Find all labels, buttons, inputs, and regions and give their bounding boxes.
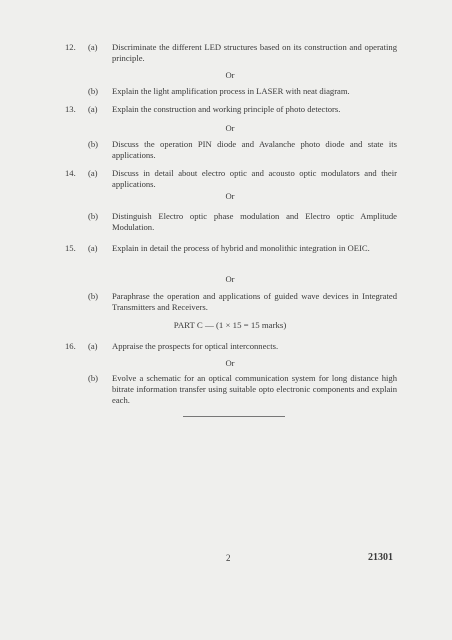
question-number: 14. [65,168,76,178]
end-rule [183,416,285,417]
question-text: Explain in detail the process of hybrid and monolithic integration in OEIC. [112,243,370,253]
part-c-heading: PART C — (1 × 15 = 15 marks) [173,320,287,330]
part-label: (a) [88,168,98,178]
part-label: (a) [88,243,98,253]
part-label: (b) [88,373,99,383]
part-label: (a) [88,104,98,114]
or-divider: Or [225,274,235,284]
or-divider: Or [225,358,235,368]
question-number: 16. [65,341,76,351]
question-text: Discriminate the different LED structures based on its construction and operating principle. [112,42,397,63]
part-label: (b) [88,139,99,149]
question-text: Explain the light amplification process in LASER with neat diagram. [112,86,350,96]
question-text: Appraise the prospects for optical interconnects. [112,341,279,351]
question-number: 12. [65,42,76,52]
paper-code: 21301 [368,552,393,563]
question-text: Evolve a schematic for an optical communication system for long distance high bitrate information transfer using suitable opto electronic components and explain each. [112,373,397,405]
question-text: Discuss the operation PIN diode and Avalanche photo diode and state its applications. [112,139,397,160]
page-number: 2 [226,553,231,563]
question-text: Distinguish Electro optic phase modulation and Electro optic Amplitude Modulation. [112,211,397,232]
question-text: Paraphrase the operation and applications of guided wave devices in Integrated Transmitters and Receivers. [112,291,397,312]
part-label: (b) [88,291,99,301]
question-text: Explain the construction and working principle of photo detectors. [112,104,341,114]
part-label: (b) [88,86,99,96]
part-label: (a) [88,42,98,52]
or-divider: Or [225,70,235,80]
question-number: 13. [65,104,76,114]
question-number: 15. [65,243,76,253]
part-label: (b) [88,211,99,221]
or-divider: Or [225,123,235,133]
or-divider: Or [225,191,235,201]
part-label: (a) [88,341,98,351]
question-text: Discuss in detail about electro optic and acousto optic modulators and their applications. [112,168,397,189]
